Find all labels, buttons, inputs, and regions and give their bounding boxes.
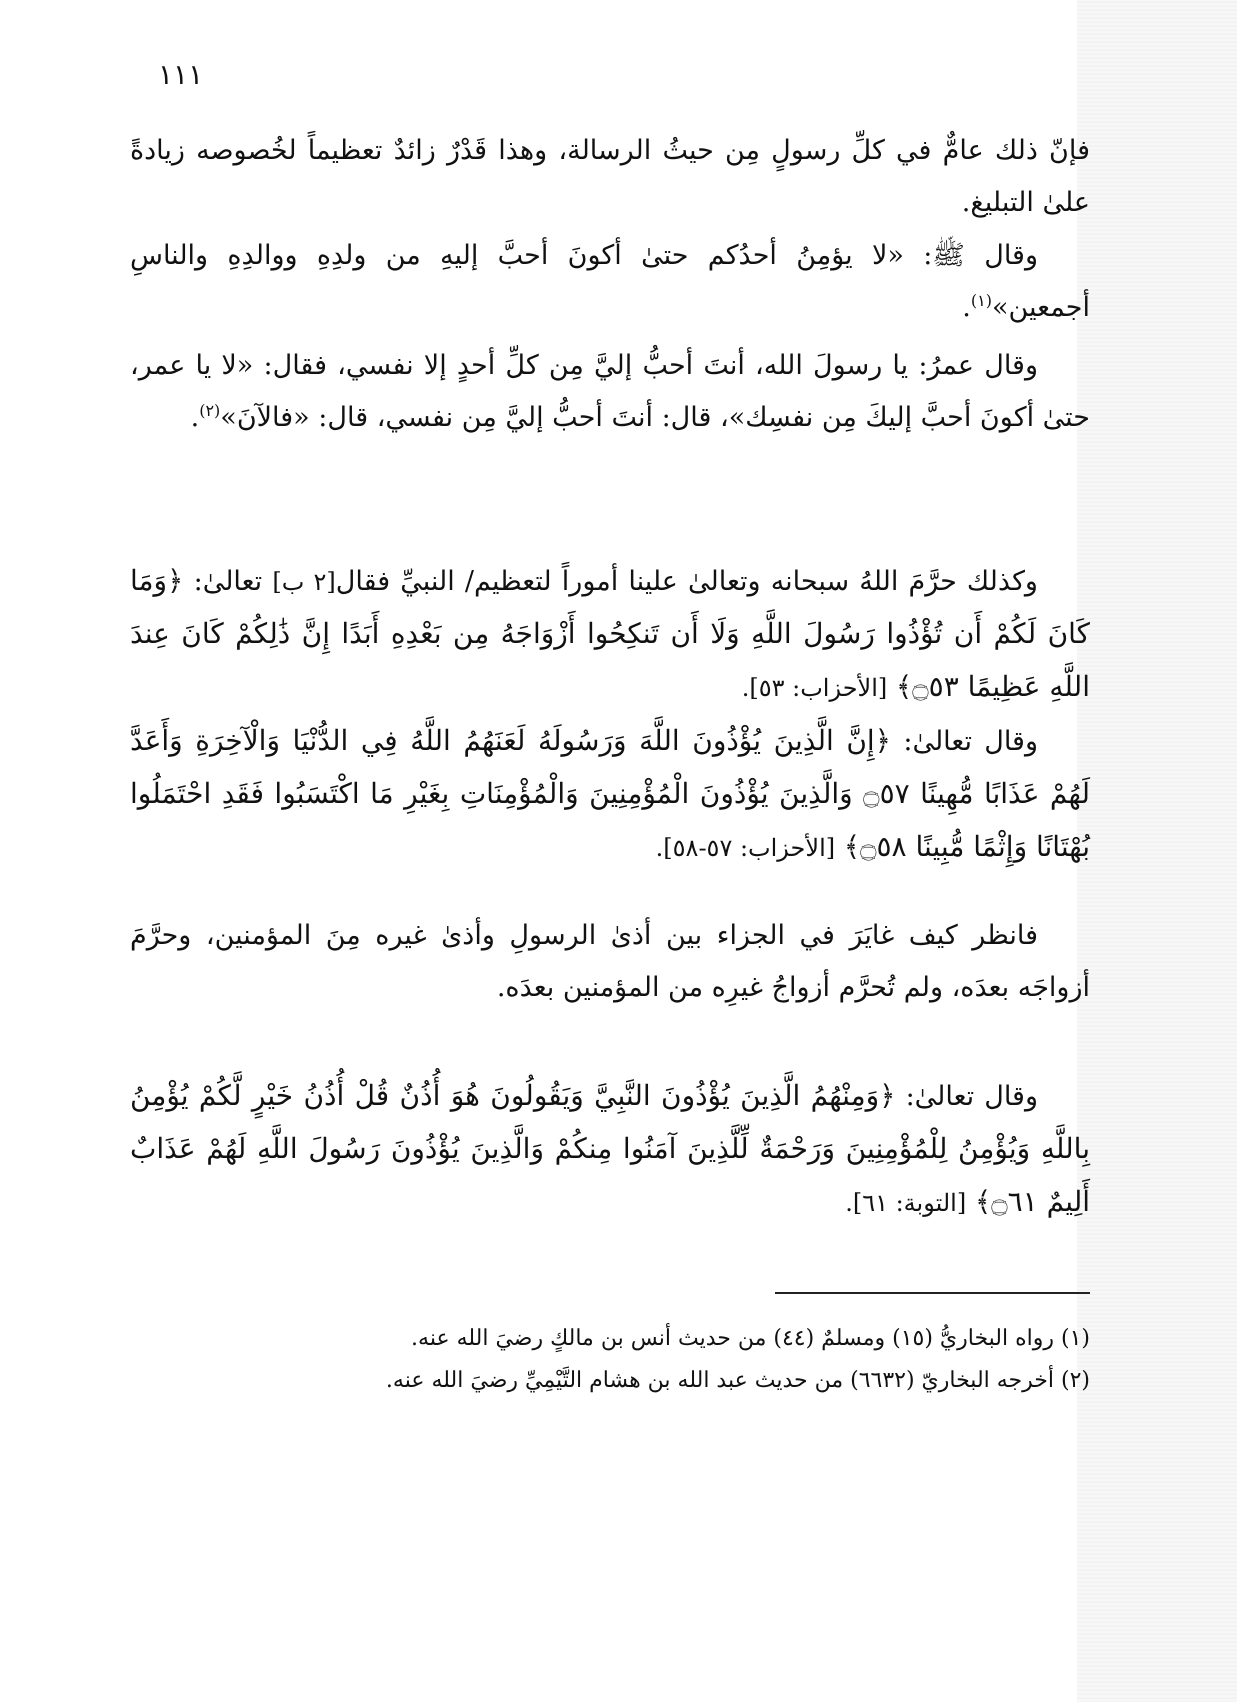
paragraph-5 xyxy=(130,715,1090,874)
page-number: ١١١ xyxy=(158,58,204,91)
paragraph-2 xyxy=(130,230,1090,334)
paragraph-6-text: فانظر كيف غايَرَ في الجزاء بين أذىٰ الرسولِ وأذىٰ غيره مِنَ المؤمنين، وحرَّمَ أزواجَه بعدَه، ولم تُحرَّم أزواجُ غيرِه من المؤمنين بعدَه. xyxy=(130,920,1090,1003)
intro-text: وكذلك حرَّمَ اللهُ سبحانه وتعالىٰ علينا أموراً لتعظيم/ النبيِّ فقال xyxy=(335,566,1038,597)
footnote-divider xyxy=(775,1292,1090,1294)
umar-dialogue: وقال عمرُ: يا رسولَ الله، أنتَ أحبُّ إليَّ مِن كلِّ أحدٍ إلا نفسي، فقال: «لا يا عمر، حتىٰ أكونَ أحبَّ إليكَ مِن نفسِك»، قال: أنتَ أحبُّ إليَّ مِن نفسي، قال: «فالآنَ» xyxy=(130,350,1090,433)
paragraph-7-body xyxy=(130,1070,1090,1229)
quran-verse-ahzab-53: ﴿وَمَا كَانَ لَكُمْ أَن تُؤْذُوا رَسُولَ اللَّهِ وَلَا أَن تَنكِحُوا أَزْوَاجَهُ مِن بَعْدِهِ أَبَدًا إِنَّ ذَٰلِكُمْ كَانَ عِندَ اللَّهِ عَظِيمًا ۝٥٣﴾ xyxy=(130,564,1090,703)
paragraph-5-body xyxy=(130,715,1090,874)
paragraph-4-body xyxy=(130,555,1090,714)
verse-lead: تعالىٰ: xyxy=(193,566,263,597)
paragraph-2-body xyxy=(130,230,1090,334)
quran-verse-ahzab-57-58: ﴿إِنَّ الَّذِينَ يُؤْذُونَ اللَّهَ وَرَسُولَهُ لَعَنَهُمُ اللَّهُ فِي الدُّنْيَا وَالْآخِرَةِ وَأَعَدَّ لَهُمْ عَذَابًا مُّهِينًا ۝٥٧ وَالَّذِينَ يُؤْذُونَ الْمُؤْمِنِينَ وَالْمُؤْمِنَاتِ بِغَيْرِ مَا اكْتَسَبُوا فَقَدِ احْتَمَلُوا بُهْتَانًا وَإِثْمًا مُّبِينًا ۝٥٨﴾ xyxy=(130,724,1090,863)
footnote-2: (٢) أخرجه البخاريّ (٦٦٣٢) من حديث عبد الله بن هشام التَّيْمِيِّ رضيَ الله عنه. xyxy=(385,1368,1090,1393)
footnote-ref-2[interactable]: (٢) xyxy=(199,401,221,420)
footnote-1: (١) رواه البخاريُّ (١٥) ومسلمٌ (٤٤) من حديث أنس بن مالكٍ رضيَ الله عنه. xyxy=(411,1326,1090,1351)
footnotes xyxy=(130,1318,1090,1402)
verse-reference: [الأحزاب: ٥٧-٥٨]. xyxy=(655,834,836,862)
folio-marker: [٢ ب] xyxy=(272,568,336,596)
paragraph-7 xyxy=(130,1070,1090,1229)
period: . xyxy=(962,292,971,323)
verse-lead: وقال تعالىٰ: xyxy=(905,1081,1038,1112)
quran-verse-tawba-61: ﴿وَمِنْهُمُ الَّذِينَ يُؤْذُونَ النَّبِيَّ وَيَقُولُونَ هُوَ أُذُنٌ قُلْ أُذُنُ خَيْرٍ لَّكُمْ يُؤْمِنُ بِاللَّهِ وَيُؤْمِنُ لِلْمُؤْمِنِينَ وَرَحْمَةٌ لِّلَّذِينَ آمَنُوا مِنكُمْ وَالَّذِينَ يُؤْذُونَ رَسُولَ اللَّهِ لَهُمْ عَذَابٌ أَلِيمٌ ۝٦١﴾ xyxy=(130,1079,1090,1218)
paragraph-6 xyxy=(130,910,1090,1014)
paragraph-1 xyxy=(130,125,1090,229)
verse-reference: [الأحزاب: ٥٣]. xyxy=(741,674,888,702)
period: . xyxy=(190,402,200,433)
footnote-ref-1[interactable]: (١) xyxy=(970,291,992,310)
verse-lead: وقال تعالىٰ: xyxy=(903,726,1039,757)
paragraph-4 xyxy=(130,555,1090,714)
hadith-quote: وقال ﷺ: «لا يؤمِنُ أحدُكم حتىٰ أكونَ أحبَّ إليهِ من ولدِهِ ووالدِهِ والناسِ أجمعين» xyxy=(130,240,1090,323)
paragraph-3 xyxy=(130,340,1090,444)
paragraph-1-text: فإنّ ذلك عامٌّ في كلِّ رسولٍ مِن حيثُ الرسالة، وهذا قَدْرٌ زائدٌ تعظيماً لخُصوصه زيادةً علىٰ التبليغ. xyxy=(130,135,1090,218)
paragraph-3-body xyxy=(130,340,1090,444)
verse-reference: [التوبة: ٦١]. xyxy=(845,1189,967,1217)
scan-shadow-edge xyxy=(1077,0,1237,1702)
